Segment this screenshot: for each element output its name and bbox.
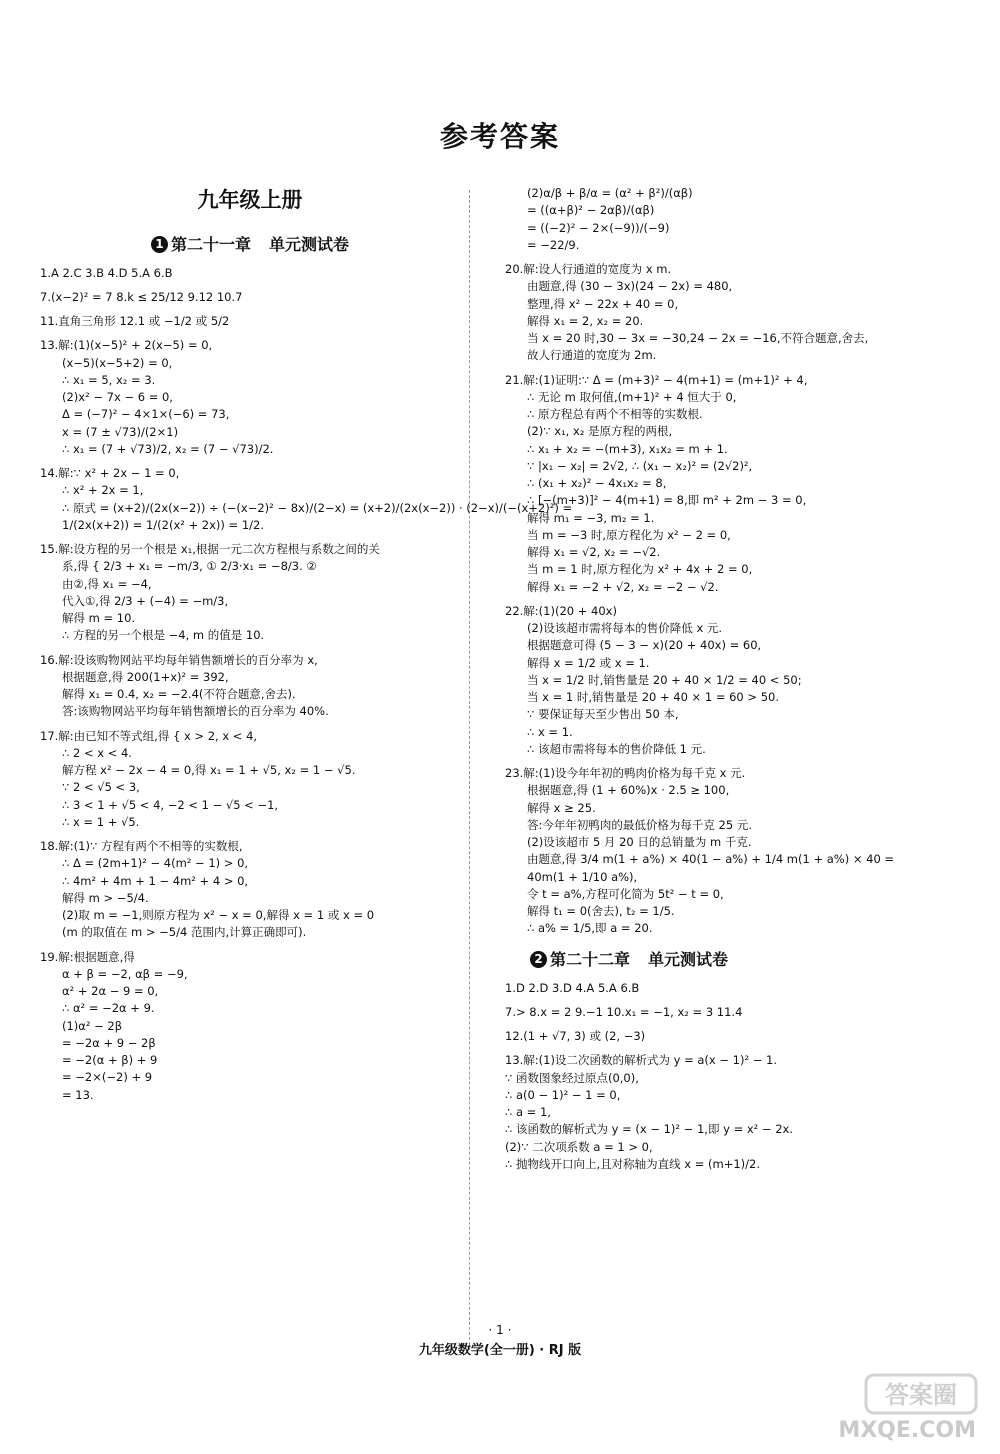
answer-line: ∴ 2 < x < 4. [62, 745, 132, 760]
answer-line: 1/(2x(x+2)) = 1/(2(x² + 2x)) = 1/2. [62, 517, 265, 532]
answer-line: ∴ a% = 1/5,即 a = 20. [527, 921, 653, 936]
answer-line: 解得 x₁ = −2 + √2, x₂ = −2 − √2. [527, 579, 719, 594]
answer-line: α² + 2α − 9 = 0, [62, 984, 159, 998]
answer-line: 由题意,得 3/4 m(1 + a%) × 40(1 − a%) + 1/4 m(1 + a%) × 40 = [527, 852, 895, 867]
answer-line: (1)α² − 2β [62, 1018, 123, 1033]
answer-line: 40m(1 + 1/10 a%), [527, 869, 638, 884]
answer-line: 令 t = a%,方程可化简为 5t² − t = 0, [527, 886, 724, 901]
answer-line: 根据题意可得 (5 − 3 − x)(20 + 40x) = 60, [527, 638, 762, 653]
answer-line: 21.解:(1)证明:∵ Δ = (m+3)² − 4(m+1) = (m+1)² + 4, [505, 372, 808, 387]
chapter-22-heading [530, 948, 965, 972]
answer-line: = ((−2)² − 2×(−9))/(−9) [527, 220, 670, 235]
chapter-21-heading [40, 233, 460, 257]
answer-line: ∵ 2 < √5 < 3, [62, 780, 140, 795]
watermark-graphic-icon [836, 1371, 986, 1446]
answer-list [505, 980, 965, 1174]
answer-line: 20.解:设人行通道的宽度为 x m. [505, 262, 672, 276]
answer-line: 当 m = −3 时,原方程化为 x² − 2 = 0, [527, 527, 731, 542]
answer-line: ∵ 要保证每天至少售出 50 本, [527, 707, 679, 722]
answer-line: ∴ 原方程总有两个不相等的实数根. [527, 407, 703, 421]
answer-line: = −2(α + β) + 9 [62, 1053, 158, 1067]
chapter-number-badge: 1 [151, 236, 168, 253]
answer-line: (2)∵ 二次项系数 a = 1 > 0, [505, 1139, 653, 1154]
answer-line: 解得 x = 1/2 或 x = 1. [527, 655, 650, 670]
answer-line: ∴ α² = −2α + 9. [62, 1001, 155, 1016]
answer-line: 解得 m > −5/4. [62, 890, 149, 905]
answer-line: 由题意,得 (30 − 3x)(24 − 2x) = 480, [527, 279, 733, 294]
answer-line: 答:该购物网站平均每年销售额增长的百分率为 40%. [62, 704, 329, 719]
answer-line: ∴ x₁ + x₂ = −(m+3), x₁x₂ = m + 1. [527, 441, 728, 456]
answer-line: ∴ 该超市需将每本的售价降低 1 元. [527, 741, 706, 756]
answer-line: ∴ [−(m+3)]² − 4(m+1) = 8,即 m² + 2m − 3 = 0, [527, 493, 807, 508]
answer-line: = −2α + 9 − 2β [62, 1035, 156, 1050]
answer-line: 22.解:(1)(20 + 40x) [505, 603, 617, 618]
answer-line: 19.解:根据题意,得 [40, 949, 135, 964]
answer-line: ∴ 4m² + 4m + 1 − 4m² + 4 > 0, [62, 873, 249, 888]
answer-line: ∴ 抛物线开口向上,且对称轴为直线 x = (m+1)/2. [505, 1156, 761, 1171]
answer-line: ∴ Δ = (2m+1)² − 4(m² − 1) > 0, [62, 856, 249, 871]
answer-line: Δ = (−7)² − 4×1×(−6) = 73, [62, 407, 230, 422]
answer-line: ∵ 函数图象经过原点(0,0), [505, 1070, 639, 1085]
answer-line: (2)设该超市 5 月 20 日的总销量为 m 千克. [527, 835, 752, 849]
answer-line: ∴ x₁ = 5, x₂ = 3. [62, 372, 156, 387]
watermark-text: MXQE.COM [838, 1418, 976, 1443]
answer-line: (2)α/β + β/α = (α² + β²)/(αβ) [527, 186, 693, 200]
chapter-number-badge: 2 [530, 951, 547, 968]
answer-line: 故人行通道的宽度为 2m. [527, 348, 657, 363]
answer-line: 23.解:(1)设今年年初的鸭肉价格为每千克 x 元. [505, 766, 746, 780]
answer-line: 解得 x₁ = 0.4, x₂ = −2.4(不符合题意,舍去). [62, 687, 296, 701]
answer-line: ∴ 该函数的解析式为 y = (x − 1)² − 1,即 y = x² − 2x. [505, 1122, 793, 1137]
answer-line: ∴ 方程的另一个根是 −4, m 的值是 10. [62, 628, 265, 643]
answer-line: α + β = −2, αβ = −9, [62, 966, 188, 981]
answer-line: (x−5)(x−5+2) = 0, [62, 355, 173, 370]
answer-line: 1.D 2.D 3.D 4.A 5.A 6.B [505, 980, 640, 995]
answer-line: 12.(1 + √7, 3) 或 (2, −3) [505, 1029, 646, 1043]
answer-line: 解方程 x² − 2x − 4 = 0,得 x₁ = 1 + √5, x₂ = 1 − √5. [62, 763, 356, 777]
chapter-title: 第二十一章 [170, 234, 251, 254]
answer-line: = −2×(−2) + 9 [62, 1070, 153, 1085]
answer-line: 解得 x ≥ 25. [527, 800, 596, 815]
answer-line: 13.解:(1)设二次函数的解析式为 y = a(x − 1)² − 1. [505, 1053, 777, 1068]
answer-line: = 13. [62, 1087, 94, 1102]
answer-line: ∴ x = 1. [527, 724, 573, 739]
answer-line: 18.解:(1)∵ 方程有两个不相等的实数根, [40, 839, 243, 853]
chapter-title: 第二十二章 [550, 949, 631, 969]
answer-line: ∴ (x₁ + x₂)² − 4x₁x₂ = 8, [527, 476, 667, 490]
answer-line: = ((α+β)² − 2αβ)/(αβ) [527, 203, 655, 218]
answer-line: ∴ a(0 − 1)² − 1 = 0, [505, 1087, 621, 1102]
answer-line: 当 x = 1 时,销售量是 20 + 40 × 1 = 60 > 50. [527, 690, 779, 704]
answer-line: 13.解:(1)(x−5)² + 2(x−5) = 0, [40, 338, 213, 353]
answer-line: 由②,得 x₁ = −4, [62, 576, 152, 591]
answer-line: 解得 t₁ = 0(舍去), t₂ = 1/5. [527, 904, 675, 918]
book-title: 九年级数学(全一册) · RJ 版 [418, 1343, 582, 1358]
answer-line: ∴ x² + 2x = 1, [62, 483, 144, 498]
answer-line: 解得 x₁ = 2, x₂ = 20. [527, 313, 644, 328]
answer-line: 7.(x−2)² = 7 8.k ≤ 25/12 9.12 10.7 [40, 289, 243, 304]
answer-line: 整理,得 x² − 22x + 40 = 0, [527, 296, 679, 311]
answer-line: 15.解:设方程的另一个根是 x₁,根据一元二次方程根与系数之间的关 [40, 542, 380, 556]
watermark-logo [836, 1371, 986, 1446]
watermark-logo-label: 答案圈 [885, 1381, 957, 1409]
answer-line: 当 x = 20 时,30 − 3x = −30,24 − 2x = −16,不符合题意,舍去, [527, 331, 869, 345]
answer-line: ∵ |x₁ − x₂| = 2√2, ∴ (x₁ − x₂)² = (2√2)², [527, 458, 753, 473]
answer-line: (m 的取值在 m > −5/4 范围内,计算正确即可). [62, 925, 307, 940]
answer-line: 系,得 { 2/3 + x₁ = −m/3, ① 2/3·x₁ = −8/3. ② [62, 559, 317, 574]
right-column [505, 185, 965, 1173]
answer-line: = −22/9. [527, 237, 580, 252]
answer-line: 1.A 2.C 3.B 4.D 5.A 6.B [40, 265, 173, 280]
answer-line: (2)设该超市需将每本的售价降低 x 元. [527, 621, 723, 635]
chapter-label: 单元测试卷 [648, 949, 729, 969]
answer-line: ∴ x = 1 + √5. [62, 814, 140, 829]
page-number: · 1 · [488, 1323, 512, 1337]
volume-title: 九年级上册 [197, 188, 303, 212]
answer-line: (2)取 m = −1,则原方程为 x² − x = 0,解得 x = 1 或 x = 0 [62, 908, 375, 922]
answer-line: 答:今年年初鸭肉的最低价格为每千克 25 元. [527, 817, 752, 832]
chapter-label: 单元测试卷 [269, 234, 350, 254]
answer-line: 11.直角三角形 12.1 或 −1/2 或 5/2 [40, 314, 230, 328]
answer-line: 7.> 8.x = 2 9.−1 10.x₁ = −1, x₂ = 3 11.4 [505, 1004, 743, 1019]
answer-line: 解得 m₁ = −3, m₂ = 1. [527, 510, 655, 525]
answer-line: 当 m = 1 时,原方程化为 x² + 4x + 2 = 0, [527, 562, 753, 577]
answer-line: 代入①,得 2/3 + (−4) = −m/3, [62, 593, 229, 608]
answer-line: 根据题意,得 (1 + 60%)x · 2.5 ≥ 100, [527, 783, 730, 798]
answer-line: ∴ 无论 m 取何值,(m+1)² + 4 恒大于 0, [527, 389, 737, 404]
answer-line: 解得 x₁ = √2, x₂ = −√2. [527, 545, 661, 559]
answer-line: (2)x² − 7x − 6 = 0, [62, 390, 173, 404]
answer-line: ∴ 原式 = (x+2)/(2x(x−2)) ÷ (−(x−2)² − 8x)/(2−x) = (x+2)/(2x(x−2)) · (2−x)/(−(x+2)²) = [62, 500, 573, 515]
answer-line: ∴ 3 < 1 + √5 < 4, −2 < 1 − √5 < −1, [62, 797, 279, 812]
answer-line: 14.解:∵ x² + 2x − 1 = 0, [40, 466, 180, 480]
answer-list [505, 185, 965, 938]
answer-line: 16.解:设该购物网站平均每年销售额增长的百分率为 x, [40, 652, 318, 667]
answer-line: 根据题意,得 200(1+x)² = 392, [62, 669, 229, 684]
answer-line: 当 x = 1/2 时,销售量是 20 + 40 × 1/2 = 40 < 50; [527, 672, 802, 687]
answer-line: ∴ a = 1, [505, 1105, 551, 1119]
answer-line: 17.解:由已知不等式组,得 { x > 2, x < 4, [40, 728, 258, 743]
column-divider [469, 190, 470, 1350]
answer-line: x = (7 ± √73)/(2×1) [62, 424, 179, 439]
page-title: 参考答案 [439, 120, 560, 153]
answer-line: 解得 m = 10. [62, 611, 136, 625]
answer-line: (2)∵ x₁, x₂ 是原方程的两根, [527, 424, 673, 439]
answer-line: ∴ x₁ = (7 + √73)/2, x₂ = (7 − √73)/2. [62, 441, 274, 456]
